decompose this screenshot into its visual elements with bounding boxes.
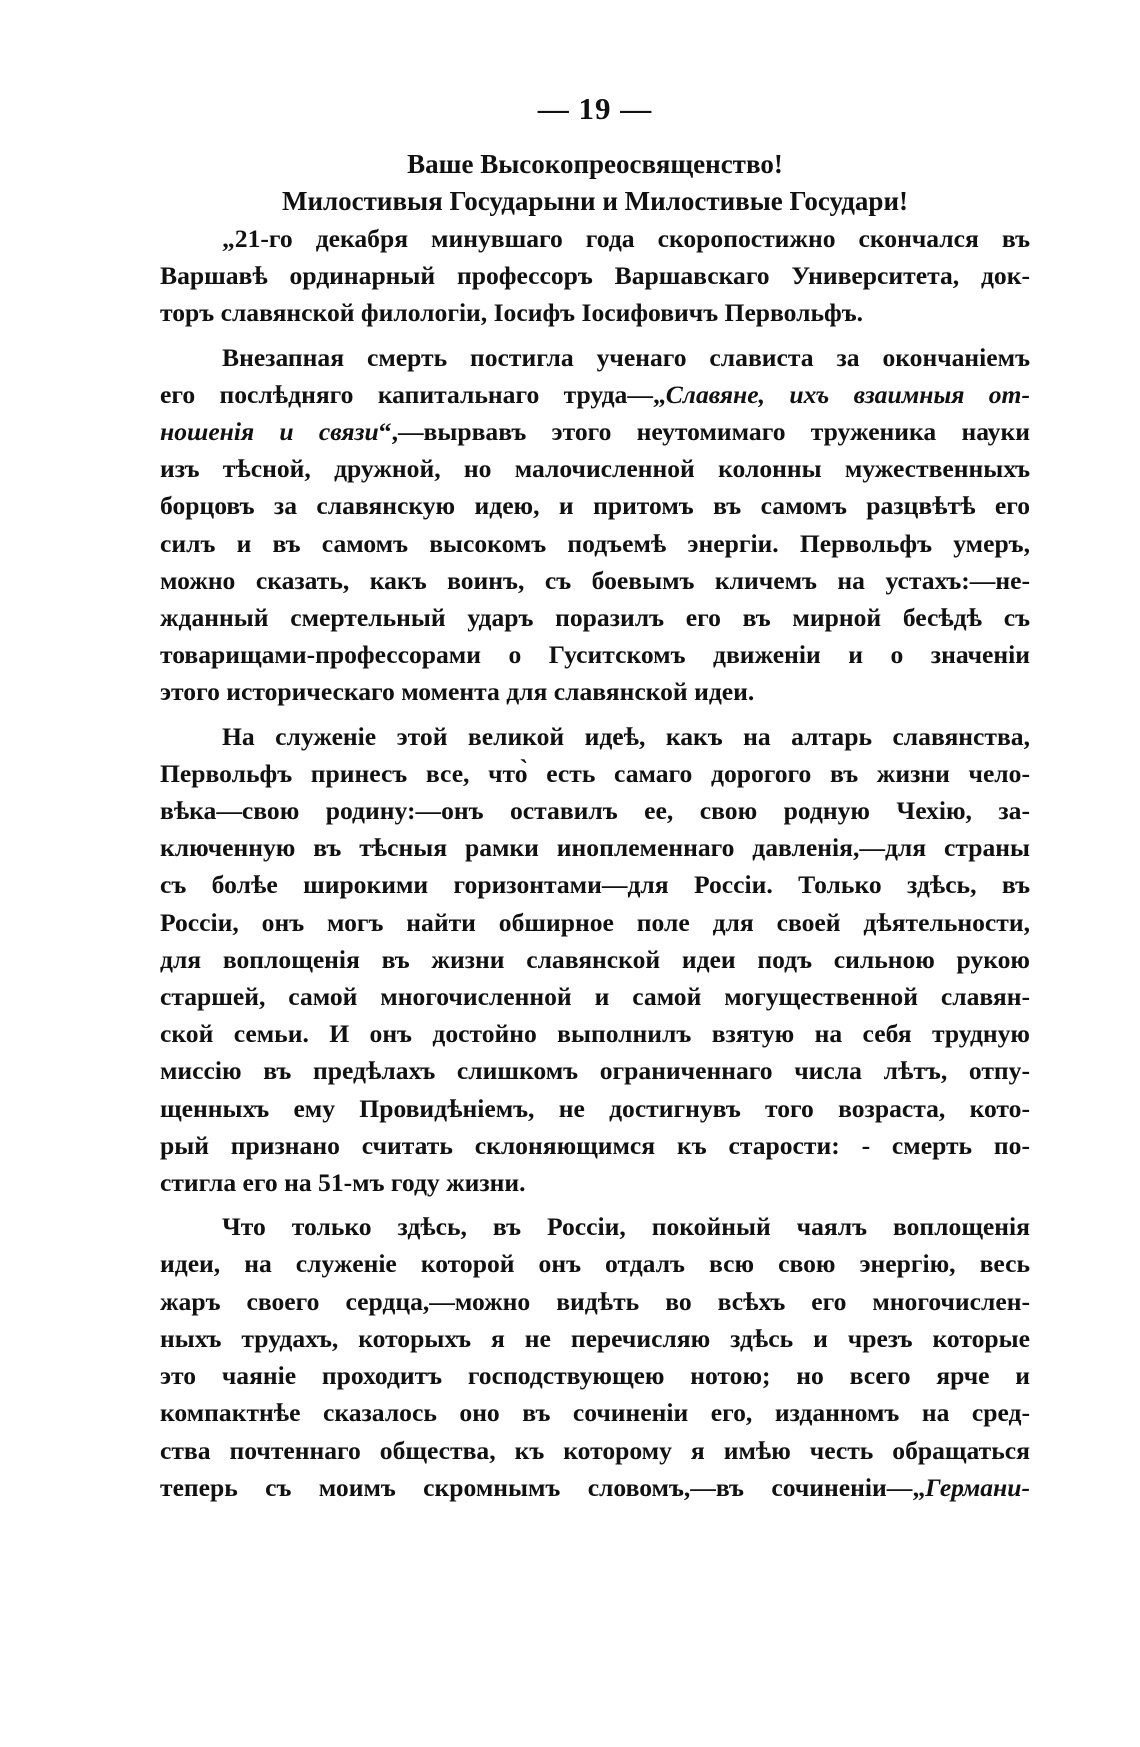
paragraph-line: ключенную въ тѣсныя рамки иноплеменнаго давленія,—для страны xyxy=(160,833,1030,863)
paragraph-4 xyxy=(160,1208,1030,1506)
line-text: “,—вырвавъ этого неутомимаго труженика науки xyxy=(378,417,1030,447)
paragraph-line: старшей, самой многочисленной и самой могущественной славян- xyxy=(160,982,1030,1012)
page-number: — 19 — xyxy=(537,91,653,126)
paragraph-line: компактнѣе сказалось оно въ сочиненіи его, изданномъ на сред- xyxy=(160,1398,1030,1428)
book-title-italic: Славяне, ихъ взаимныя от- xyxy=(665,379,1030,409)
book-title-italic: Германи- xyxy=(925,1472,1030,1502)
paragraph-line: жданный смертельный ударъ поразилъ его въ мирной бесѣдѣ съ xyxy=(160,603,1030,633)
paragraph-line: для воплощенія въ жизни славянской идеи подъ сильною рукою xyxy=(160,944,1030,974)
line-text: теперь съ моимъ скромнымъ словомъ,—въ сочиненіи—„ xyxy=(160,1472,926,1502)
paragraph-line: ской семьи. И онъ достойно выполнилъ взятую на себя трудную xyxy=(160,1019,1030,1049)
line-text: его послѣдняго капитальнаго труда—„ xyxy=(160,379,666,409)
paragraph-line: стигла его на 51-мъ году жизни. xyxy=(160,1168,526,1198)
paragraph-line: щенныхъ ему Провидѣніемъ, не достигнувъ того возраста, кото- xyxy=(160,1093,1030,1123)
paragraph-2 xyxy=(160,339,1030,711)
paragraph-line: можно сказать, какъ воинъ, съ боевымъ кличемъ на устахъ:—не- xyxy=(160,565,1030,595)
paragraph-line: силъ и въ самомъ высокомъ подъемѣ энергіи. Первольфъ умеръ, xyxy=(160,528,1030,558)
salutation-line-2: Милостивыя Государыни и Милостивые Государи! xyxy=(281,186,908,216)
paragraph-line: Россіи, онъ могъ найти обширное поле для своей дѣятельности, xyxy=(160,907,1030,937)
paragraph-line xyxy=(160,413,1030,450)
paragraph-line: торъ славянской филологіи, Іосифъ Іосифовичъ Первольфъ. xyxy=(160,298,864,328)
paragraph-1 xyxy=(160,220,1030,332)
paragraph-line: этого историческаго момента для славянской идеи. xyxy=(160,677,755,707)
paragraph-line: „21-го декабря минувшаго года скоропостижно скончался въ xyxy=(222,224,1030,253)
book-title-italic: ношенія и связи xyxy=(160,417,379,447)
paragraph-line xyxy=(160,1469,1030,1506)
paragraph-line: ства почтеннаго общества, къ которому я имѣю честь обращаться xyxy=(160,1435,1030,1465)
paragraph-line xyxy=(160,376,1030,413)
paragraph-line: Варшавѣ ординарный профессоръ Варшавскаго Университета, док- xyxy=(160,261,1030,291)
paragraph-line: Внезапная смерть постигла ученаго слависта за окончаніемъ xyxy=(222,342,1030,372)
paragraph-line: миссію въ предѣлахъ слишкомъ ограниченнаго числа лѣтъ, отпу- xyxy=(160,1056,1030,1086)
paragraph-line: рый признано считать склоняющимся къ старости: - смерть по- xyxy=(160,1130,1030,1160)
paragraph-line: товарищами-профессорами о Гуситскомъ движеніи и о значеніи xyxy=(160,640,1030,670)
document-page xyxy=(160,84,1030,1506)
paragraph-line: Что только здѣсь, въ Россіи, покойный чаялъ воплощенія xyxy=(222,1212,1030,1242)
paragraph-line: это чаяніе проходитъ господствующею нотою; но всего ярче и xyxy=(160,1361,1030,1391)
paragraph-line: изъ тѣсной, дружной, но малочисленной колонны мужественныхъ xyxy=(160,454,1030,484)
paragraph-line: жаръ своего сердца,—можно видѣть во всѣхъ его многочислен- xyxy=(160,1286,1030,1316)
paragraph-line: идеи, на служеніе которой онъ отдалъ всю свою энергію, весь xyxy=(160,1249,1030,1279)
paragraph-line: борцовъ за славянскую идею, и притомъ въ самомъ разцвѣтѣ его xyxy=(160,491,1030,521)
paragraph-3 xyxy=(160,718,1030,1202)
paragraph-line: На служеніе этой великой идеѣ, какъ на алтарь славянства, xyxy=(222,721,1030,751)
paragraph-line: вѣка—свою родину:—онъ оставилъ ее, свою родную Чехію, за- xyxy=(160,796,1030,826)
salutation-line-1: Ваше Высокопреосвященство! xyxy=(407,149,783,179)
paragraph-line: съ болѣе широкими горизонтами—для Россіи. Только здѣсь, въ xyxy=(160,870,1030,900)
paragraph-line: Первольфъ принесъ все, что̀ есть самаго дорогого въ жизни чело- xyxy=(160,758,1030,788)
paragraph-line: ныхъ трудахъ, которыхъ я не перечисляю здѣсь и чрезъ которые xyxy=(160,1323,1030,1353)
